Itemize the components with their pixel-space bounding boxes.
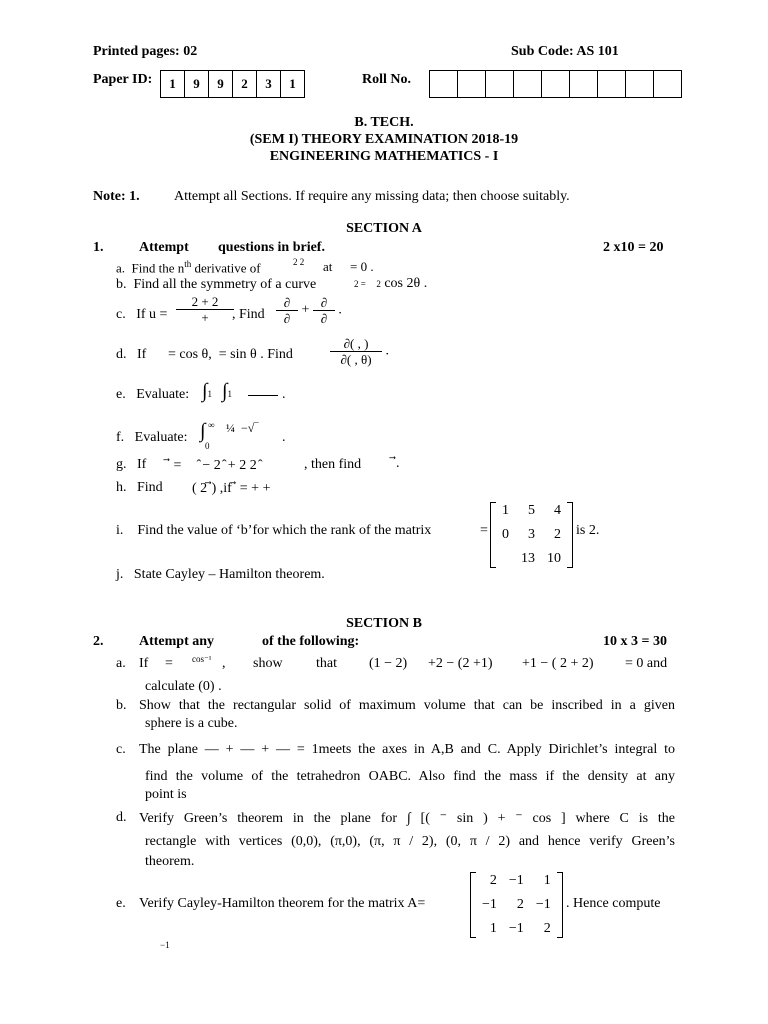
q1b-math: 2 = 2 cos 2θ .	[354, 276, 428, 291]
q1a-math: 2 2	[293, 257, 305, 267]
q2b-line1: Show that the rectangular solid of maximum volume that can be inscribed in a given	[139, 698, 675, 713]
q2-number: 2.	[93, 634, 104, 649]
q2-instruction-b: of the following:	[262, 634, 360, 649]
q2d-line2: rectangle with vertices (0,0), (π,0), (π, π / 2), (0, π / 2) and hence verify Green’s	[145, 834, 675, 849]
q1g: g. If	[116, 457, 147, 472]
paper-id-digit: 2	[233, 70, 257, 98]
footer-fragment: −1	[160, 940, 170, 950]
paper-id-digit: 3	[257, 70, 281, 98]
roll-no-box[interactable]	[654, 70, 682, 98]
q2b-line2: sphere is a cube.	[145, 716, 238, 731]
q1d-jacobian: $\frac{\partial( , )}{\partial( , \theta)}$ .	[330, 336, 389, 367]
q2e-end: . Hence compute	[566, 896, 661, 911]
q1g-then: , then find	[304, 457, 362, 472]
q1f-end: .	[282, 430, 286, 445]
q2a-if: If	[139, 656, 149, 671]
q2c-line3: point is	[145, 787, 187, 802]
q1h: h. Find	[116, 480, 163, 495]
q2d-label: d.	[116, 810, 127, 825]
q2c-label: c.	[116, 742, 126, 757]
q2a-that: that	[316, 656, 337, 671]
paper-id-boxes	[160, 70, 305, 98]
title-degree: B. TECH.	[354, 115, 414, 130]
q2a-label: a.	[116, 656, 126, 671]
q2a-eq: =	[165, 656, 173, 671]
q1i-matrix: 1 5 4 0 3 2 13 10	[490, 499, 573, 571]
q1c-fraction: $\frac{2 + 2}{+}$	[176, 294, 234, 325]
paper-id-digit: 9	[185, 70, 209, 98]
q1f-upper: ∞	[208, 420, 215, 430]
paper-id-digit: 1	[161, 70, 185, 98]
roll-no-box[interactable]	[570, 70, 598, 98]
section-b-heading: SECTION B	[346, 616, 422, 631]
q2a-t1: (1 − 2)	[369, 656, 408, 671]
q1c-find: , Find	[232, 307, 265, 322]
q1-number: 1.	[93, 240, 104, 255]
q1a: a. Find the $n^{th}$ derivative of	[116, 259, 261, 276]
q1e-integral: ∫1 ∫1	[202, 380, 232, 402]
q2c-line1: The plane — + — + — = 1meets the axes in A,B and C. Apply Dirichlet’s integral to	[139, 742, 675, 757]
q2a-end: = 0 and	[625, 656, 668, 671]
roll-no-box[interactable]	[626, 70, 654, 98]
q1b: b. Find all the symmetry of a curve	[116, 277, 317, 292]
q2-instruction-a: Attempt any	[139, 634, 215, 649]
roll-no-box[interactable]	[598, 70, 626, 98]
q1e-fraction-bar	[248, 395, 278, 396]
q1-instruction-b: questions in brief.	[218, 240, 325, 255]
q2e-text: Verify Cayley-Hamilton theorem for the matrix A=	[139, 896, 426, 911]
note-text: Attempt all Sections. If require any missing data; then choose suitably.	[174, 189, 570, 204]
q2c-line2: find the volume of the tetrahedron OABC. Also find the mass if the density at any	[145, 769, 675, 784]
q1i-end: is 2.	[576, 523, 600, 538]
paper-id-label: Paper ID:	[93, 72, 153, 87]
q2d-line1: Verify Green’s theorem in the plane for ∫ [( ⁻ sin ) + ⁻ cos ] where C is the	[139, 811, 675, 826]
q1f-integral: ∫	[200, 420, 206, 442]
roll-no-box[interactable]	[542, 70, 570, 98]
section-a-heading: SECTION A	[346, 221, 422, 236]
q2a-show: show	[253, 656, 283, 671]
q1d: d. If	[116, 347, 147, 362]
q2a-comma: ,	[222, 656, 226, 671]
q2e-label: e.	[116, 896, 126, 911]
q1c: c. If u =	[116, 307, 168, 322]
q1-marks: 2 x10 = 20	[603, 240, 664, 255]
q2a-t3: +1 − ( 2 + 2)	[522, 656, 594, 671]
q2a-t2: +2 − (2 +1)	[428, 656, 493, 671]
note-label: Note: 1.	[93, 189, 140, 204]
q1c-partials: $\frac{\partial}{\partial}$ + $\frac{\partial}{\partial}$ .	[276, 295, 342, 326]
printed-pages: Printed pages: 02	[93, 44, 198, 59]
paper-id-digit: 9	[209, 70, 233, 98]
roll-no-label: Roll No.	[362, 72, 411, 87]
q1g-vec: .	[396, 456, 400, 471]
sub-code: Sub Code: AS 101	[511, 44, 619, 59]
q1h-math: ( 2 ⃗) ,if ⃗ = + +	[192, 481, 271, 496]
q1a-eq: = 0 .	[350, 259, 374, 274]
roll-no-boxes[interactable]	[429, 70, 682, 98]
roll-no-box[interactable]	[430, 70, 458, 98]
q1a-at: at	[323, 259, 333, 274]
q1i: i. Find the value of ‘b’for which the rank of the matrix	[116, 523, 432, 538]
q2-marks: 10 x 3 = 30	[603, 634, 667, 649]
q1g-math: ⃗ = ̂ − 2 ̂ + 2 2 ̂	[170, 458, 261, 473]
roll-no-box[interactable]	[514, 70, 542, 98]
q2e-matrix: 2 −1 1 −1 2 −1 1 −1 2	[470, 869, 563, 941]
q1f-lower: 0	[205, 441, 210, 451]
q1f: f. Evaluate:	[116, 430, 188, 445]
paper-id-digit: 1	[281, 70, 305, 98]
q1j: j. State Cayley – Hamilton theorem.	[116, 567, 325, 582]
q2b-label: b.	[116, 698, 127, 713]
q1e: e. Evaluate:	[116, 387, 190, 402]
q1i-eq: =	[480, 523, 488, 538]
q1e-end: .	[282, 387, 286, 402]
q1d-math: = cos θ, = sin θ . Find	[168, 347, 293, 362]
q1f-math: ¼ −√‾	[226, 421, 259, 435]
q1-instruction-a: Attempt	[139, 240, 189, 255]
roll-no-box[interactable]	[486, 70, 514, 98]
q2a-line2: calculate (0) .	[145, 679, 222, 694]
title-exam: (SEM I) THEORY EXAMINATION 2018-19	[249, 132, 519, 147]
q2a-cos: cos⁻¹	[192, 654, 212, 664]
title-subject: ENGINEERING MATHEMATICS - I	[269, 149, 499, 164]
roll-no-box[interactable]	[458, 70, 486, 98]
q2d-line3: theorem.	[145, 854, 195, 869]
